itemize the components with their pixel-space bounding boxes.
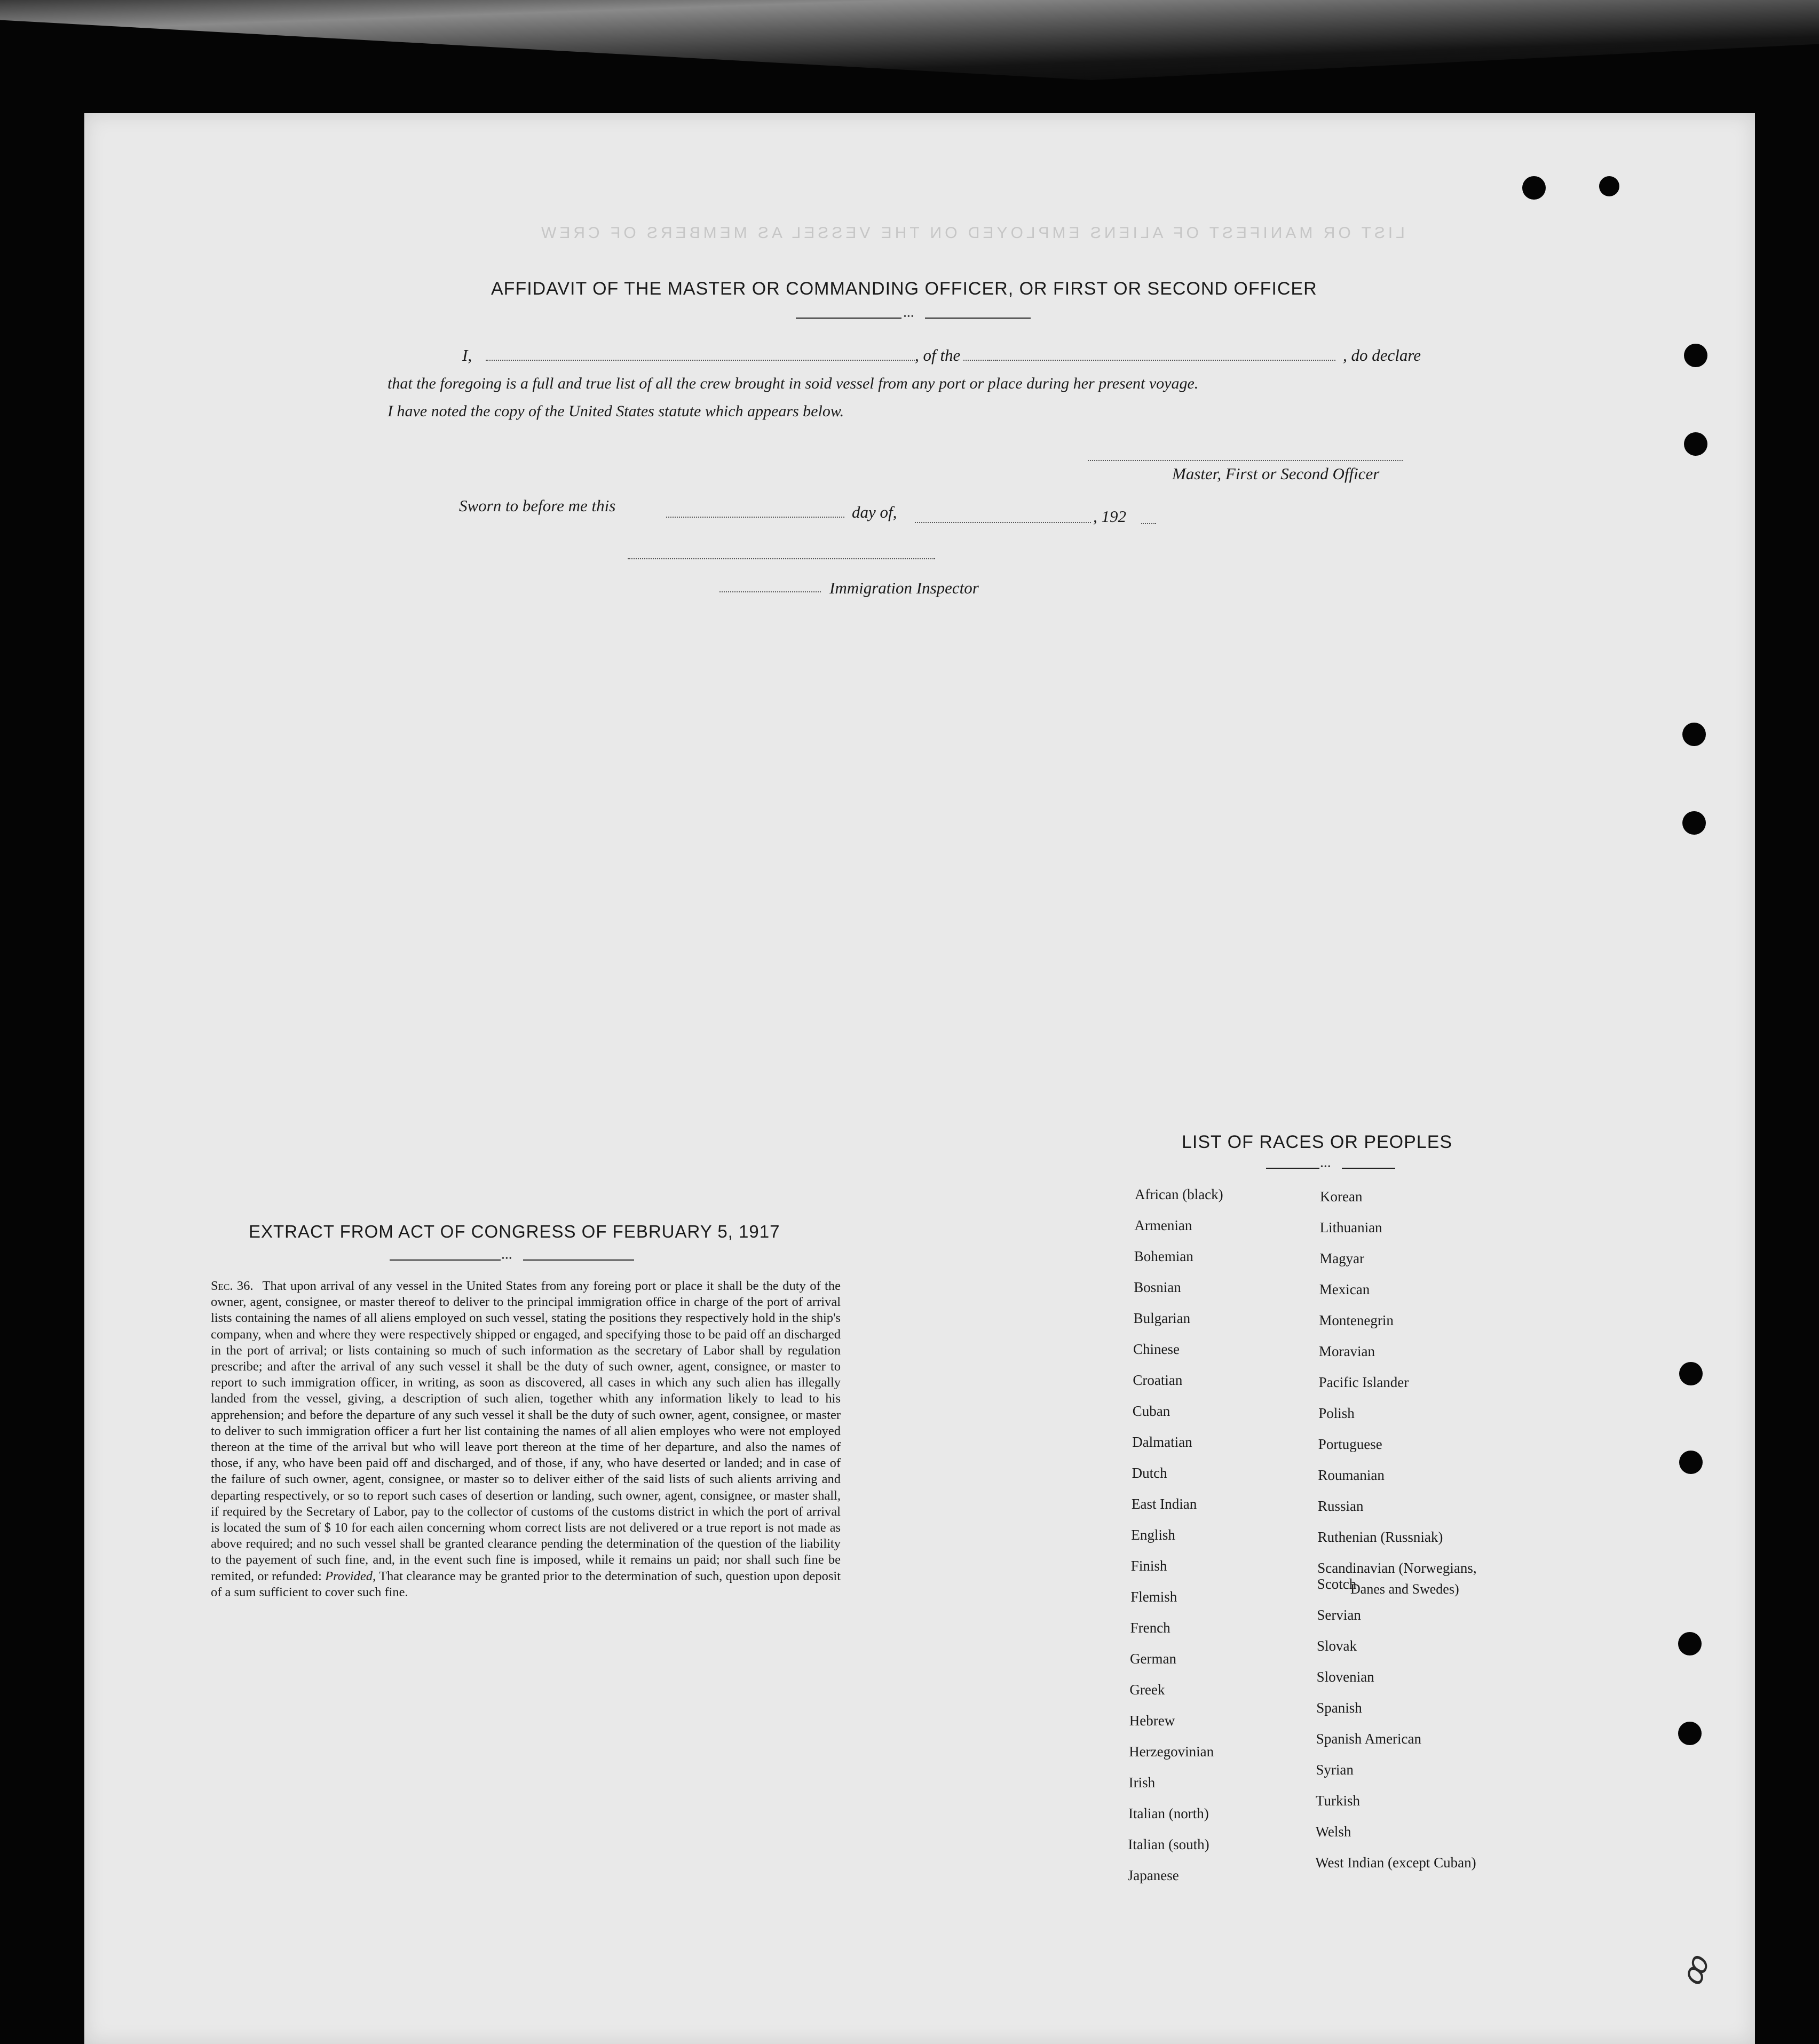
- race-item: Korean: [1320, 1189, 1363, 1205]
- affidavit-heading: AFFIDAVIT OF THE MASTER OR COMMANDING OFFICER, OR FIRST OR SECOND OFFICER: [491, 279, 1317, 299]
- vessel-blank: [988, 360, 1335, 361]
- race-item: Greek: [1129, 1682, 1165, 1698]
- heading-rule-ornament: •••: [904, 313, 915, 321]
- race-item: Flemish: [1130, 1589, 1177, 1605]
- race-item: Dutch: [1132, 1465, 1167, 1481]
- inspector-signature-line: [628, 558, 935, 559]
- affidavit-do-declare: , do declare: [1343, 346, 1421, 365]
- year-text: , 192: [1093, 507, 1126, 526]
- year-blank: [1141, 523, 1156, 524]
- punch-hole: [1599, 176, 1619, 196]
- extract-rule-ornament: •••: [502, 1255, 513, 1263]
- race-scandinavian-continuation: Danes and Swedes): [1350, 1581, 1459, 1597]
- race-item: English: [1131, 1527, 1175, 1543]
- bleed-through-text: LIST OR MANIFEST OF ALIENS EMPLOYED ON THE VESSEL AS MEMBERS OF CREW: [538, 224, 1405, 242]
- sworn-text: Sworn to before me this: [459, 496, 616, 515]
- race-item: Scandinavian (Norwegians,: [1317, 1560, 1477, 1576]
- race-item: Croatian: [1133, 1372, 1183, 1388]
- race-item: Polish: [1318, 1405, 1355, 1421]
- extract-heading-rule: [390, 1259, 501, 1261]
- proviso-word: Provided,: [325, 1568, 376, 1583]
- affidavit-statute-note: I have noted the copy of the United States statute which appears below.: [387, 402, 844, 420]
- sworn-month-blank: [915, 522, 1091, 523]
- race-item: Roumanian: [1318, 1467, 1385, 1483]
- extract-text: That upon arrival of any vessel in the United States from any foreing port or place it shall be the duty of the owner, agent, consignee, or master thereof to deliver to the principal immigration office in charge of the port of arrival lists containing the names of all aliens employed on such vessel, stating the positions they respectively hold in the ship's company, when and where they were respectively shipped or engaged, and specifying those to be paid off an discharged in the port of arrival; or lists containing so much of such information as the secretary of Labor shall by regulation prescribe; and after the arrival of any such vessel it shall be the duty of such owner, agent, consignee, or master to report to such immigration officer, in writing, as soon as discovered, all cases in which any such alien has illegally landed from the vessel, giving, a description of such alien, together whith any information likely to lead to his apprehension; and before the departure of any such vessel it shall be the duty of such owner, agent, consignee, or master to deliver to such immigration officer a furt her list containing the names of all alien employes who were not employed thereon at the time of the arrival but who will leave port thereon at the time of her departure, and also the names of those, if any, who have been paid off and discharged, and of those, if any, who have deserted or landed; and in case of the failure of such owner, agent, consignee, or master so to deliver either of the said lists of such alients arriving and departing respectively, or so to report such cases of desertion or landing, such owner, agent, consignee, or master shall, if required by the Secretary of Labor, pay to the collector of customs of the customs district in which the port of arrival is located the sum of $ 10 for each ailen concerning whom correct lists are not delivered or a true report is not made as above required; and no such vessel shall be granted clearance pending the determination of the question of the liability to the payement of such fine, and, in the event such fine is imposed, while it remains un paid; nor shall such fine be remited, or refunded:: [211, 1279, 841, 1583]
- race-item: Servian: [1317, 1607, 1361, 1623]
- races-heading-rule: [1266, 1168, 1319, 1169]
- race-item: Spanish: [1316, 1700, 1362, 1716]
- race-item: Moravian: [1319, 1343, 1375, 1359]
- affidavit-of-the: , of the: [915, 346, 962, 365]
- race-item: Slovak: [1317, 1638, 1357, 1654]
- document-page: [84, 113, 1755, 2044]
- race-item: Mexican: [1319, 1281, 1370, 1297]
- extract-heading: EXTRACT FROM ACT OF CONGRESS OF FEBRUARY 5, 1917: [249, 1222, 780, 1241]
- punch-hole: [1679, 1362, 1703, 1385]
- race-item: Dalmatian: [1132, 1434, 1192, 1450]
- punch-hole: [1684, 344, 1707, 367]
- inspector-label: Immigration Inspector: [829, 579, 979, 597]
- affidavit-i: I,: [462, 346, 472, 365]
- race-item: Finish: [1130, 1558, 1167, 1574]
- race-item: Chinese: [1133, 1341, 1180, 1357]
- race-item: Portuguese: [1318, 1436, 1382, 1452]
- film-edge-strip: [0, 0, 1819, 80]
- inspector-signature-line-2: [719, 591, 821, 592]
- race-item: Armenian: [1134, 1217, 1192, 1233]
- race-item: Herzegovinian: [1129, 1744, 1214, 1760]
- sworn-day-blank: [666, 517, 844, 518]
- race-item: Turkish: [1316, 1793, 1361, 1809]
- race-item: Slovenian: [1316, 1669, 1374, 1685]
- race-item: Magyar: [1319, 1250, 1365, 1266]
- race-item: East Indian: [1132, 1496, 1197, 1512]
- race-item: West Indian (except Cuban): [1315, 1855, 1476, 1871]
- race-item: German: [1130, 1651, 1176, 1667]
- race-item: Russian: [1318, 1498, 1364, 1514]
- punch-hole: [1678, 1632, 1702, 1655]
- heading-rule: [925, 318, 1031, 319]
- punch-hole: [1682, 811, 1706, 835]
- race-item: Spanish American: [1316, 1731, 1422, 1747]
- punch-hole: [1684, 432, 1707, 456]
- race-item: Syrian: [1316, 1762, 1354, 1778]
- race-item: Bosnian: [1134, 1279, 1181, 1295]
- race-item: Scotch: [1317, 1576, 1357, 1592]
- race-item: Ruthenian (Russniak): [1317, 1529, 1443, 1545]
- race-item: French: [1130, 1620, 1171, 1636]
- punch-hole: [1678, 1722, 1702, 1745]
- race-item: Japanese: [1127, 1867, 1179, 1883]
- signature-label: Master, First or Second Officer: [1172, 464, 1380, 483]
- punch-hole: [1679, 1451, 1703, 1474]
- day-of-text: day of,: [852, 503, 897, 521]
- race-item: Welsh: [1315, 1824, 1351, 1840]
- signature-line: [1088, 460, 1403, 461]
- extract-text-end: That clearance may be granted prior to the determination of such, question upon deposit of a sum sufficient to cover such fine.: [211, 1568, 841, 1599]
- race-item: Hebrew: [1129, 1713, 1175, 1729]
- extract-body: [211, 1278, 841, 1601]
- handwritten-mark: ꝏ: [1675, 1952, 1715, 1991]
- race-item: Italian (south): [1128, 1836, 1209, 1852]
- punch-hole: [1682, 723, 1706, 746]
- races-heading-rule: [1342, 1168, 1395, 1169]
- race-item: African (black): [1135, 1186, 1223, 1202]
- section-label: Sec. 36.: [211, 1279, 254, 1293]
- race-item: Cuban: [1132, 1403, 1171, 1419]
- punch-hole: [1522, 176, 1546, 200]
- races-heading: LIST OF RACES OR PEOPLES: [1182, 1132, 1453, 1152]
- race-item: Italian (north): [1128, 1805, 1209, 1821]
- races-rule-ornament: •••: [1320, 1163, 1332, 1171]
- race-item: Montenegrin: [1319, 1312, 1394, 1328]
- race-item: Bulgarian: [1133, 1310, 1191, 1326]
- race-item: Bohemian: [1134, 1248, 1193, 1264]
- race-item: Pacific Islander: [1318, 1374, 1409, 1390]
- race-item: Lithuanian: [1319, 1219, 1382, 1235]
- heading-rule: [796, 318, 901, 319]
- extract-heading-rule: [523, 1259, 634, 1261]
- affidavit-declaration: that the foregoing is a full and true list of all the crew brought in soid vessel from any port or place during her present voyage.: [387, 375, 1199, 392]
- race-item: Irish: [1128, 1774, 1156, 1791]
